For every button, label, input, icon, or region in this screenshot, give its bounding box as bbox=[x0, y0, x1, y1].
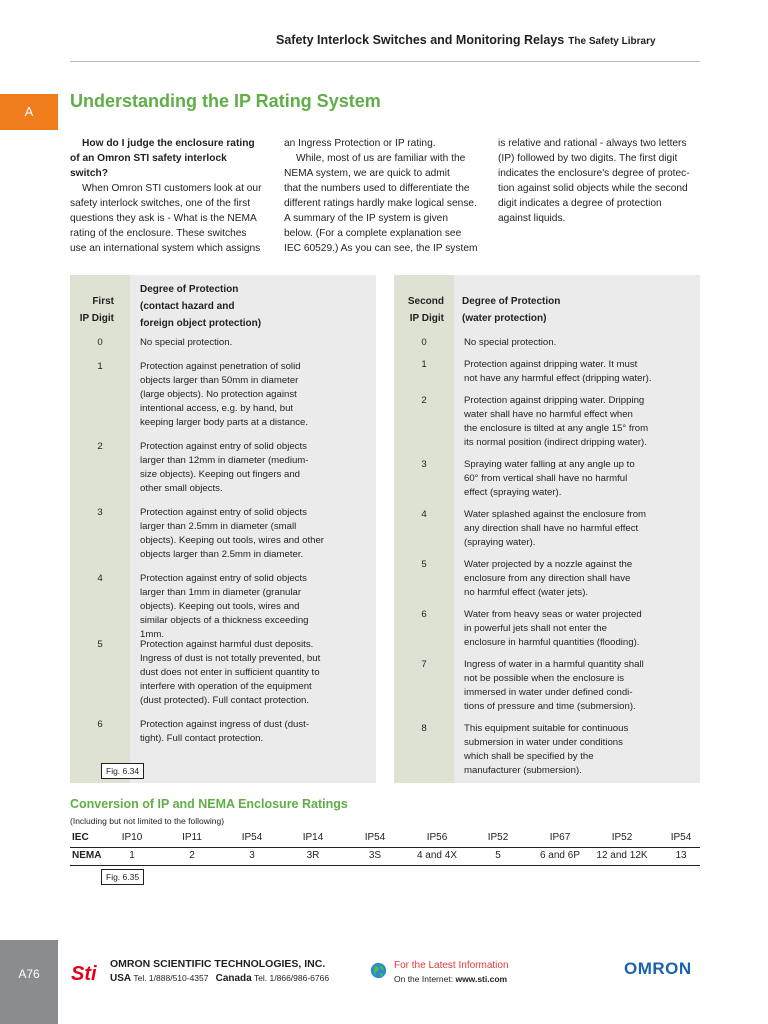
internet-prefix: On the Internet: bbox=[394, 974, 454, 984]
usa-tel: Tel. 1/888/510-4357 bbox=[133, 973, 209, 983]
conversion-bottom-rule bbox=[70, 865, 700, 866]
company-name: OMRON SCIENTIFIC TECHNOLOGIES, INC. bbox=[110, 958, 326, 970]
header-title: Safety Interlock Switches and Monitoring Relays bbox=[276, 33, 565, 47]
ip-digit: 3 bbox=[97, 507, 103, 518]
description-line: Water projected by a nozzle against the bbox=[464, 559, 633, 570]
intro-line: is relative and rational - always two letters bbox=[498, 138, 687, 149]
intro-line: against liquids. bbox=[498, 213, 566, 224]
sti-logo bbox=[70, 961, 102, 983]
second-protection-header bbox=[462, 293, 560, 327]
header-divider bbox=[70, 61, 700, 62]
conversion-cell: IP56 bbox=[426, 832, 448, 843]
protection-description bbox=[464, 336, 664, 350]
iec-row bbox=[70, 832, 700, 847]
second-digit-header bbox=[394, 293, 444, 327]
conversion-cell: IP67 bbox=[549, 832, 571, 843]
protection-description bbox=[140, 506, 328, 562]
conversion-subtitle: (Including but not limited to the following) bbox=[70, 816, 225, 826]
description-line: tight). Full contact protection. bbox=[140, 733, 264, 744]
conversion-cell: 3S bbox=[368, 850, 382, 861]
conversion-cell: 5 bbox=[495, 850, 501, 861]
conversion-cell: 3 bbox=[249, 850, 255, 861]
intro-line: A summary of the IP system is given bbox=[284, 213, 449, 224]
description-line: Protection against entry of solid objects bbox=[140, 573, 307, 584]
intro-line: (IP) followed by two digits. The first digit bbox=[498, 153, 678, 164]
first-digit-table bbox=[70, 275, 376, 783]
conversion-cell: 1 bbox=[129, 850, 135, 861]
intro-line: indicates the enclosure's degree of protec- bbox=[498, 168, 690, 179]
internet-line bbox=[394, 974, 507, 984]
nema-label: NEMA bbox=[72, 850, 102, 861]
description-line: objects). Keeping out tools, wires and bbox=[140, 601, 300, 612]
description-line: dust does not enter in sufficient quantity to bbox=[140, 667, 320, 678]
header-line: Degree of Protection bbox=[462, 296, 561, 307]
header-line: Degree of Protection bbox=[140, 284, 239, 295]
second-digit-table bbox=[394, 275, 700, 783]
intro-line: tion against solid objects while the second bbox=[498, 183, 688, 194]
protection-description bbox=[464, 394, 664, 450]
header-line: IP Digit bbox=[409, 313, 444, 324]
description-line: Ingress of water in a harmful quantity shall bbox=[464, 659, 644, 670]
contact-line bbox=[110, 973, 329, 984]
canada-tel: Tel. 1/866/986-6766 bbox=[253, 973, 330, 983]
description-line: (spraying water). bbox=[464, 537, 536, 548]
figure-label-635: Fig. 6.35 bbox=[101, 869, 144, 885]
protection-description bbox=[140, 336, 328, 350]
conversion-cell: 4 and 4X bbox=[416, 850, 458, 861]
globe-icon bbox=[370, 962, 387, 979]
conversion-cell: 6 and 6P bbox=[539, 850, 581, 861]
description-line: the enclosure is tilted at any angle 15° from bbox=[464, 423, 649, 434]
description-line: larger than 2.5mm in diameter (small bbox=[140, 521, 297, 532]
description-line: 60° from vertical shall have no harmful bbox=[464, 473, 628, 484]
description-line: Spraying water falling at any angle up to bbox=[464, 459, 635, 470]
header-line: (contact hazard and bbox=[140, 301, 235, 312]
conversion-cell: 3R bbox=[306, 850, 320, 861]
nema-row bbox=[70, 850, 700, 865]
description-line: submersion in water under conditions bbox=[464, 737, 623, 748]
intro-line: of an Omron STI safety interlock bbox=[70, 153, 227, 164]
intro-column-3 bbox=[498, 136, 698, 226]
figure-label-634: Fig. 6.34 bbox=[101, 763, 144, 779]
ip-digit: 0 bbox=[97, 337, 103, 348]
description-line: No special protection. bbox=[464, 337, 557, 348]
description-line: objects larger than 50mm in diameter bbox=[140, 375, 299, 386]
ip-digit: 0 bbox=[421, 337, 427, 348]
description-line: keeping larger body parts at a distance. bbox=[140, 417, 308, 428]
description-line: This equipment suitable for continuous bbox=[464, 723, 629, 734]
first-protection-header bbox=[140, 281, 261, 332]
description-line: (large objects). No protection against bbox=[140, 389, 297, 400]
intro-line: safety interlock switches, one of the first bbox=[70, 198, 251, 209]
ip-digit: 2 bbox=[421, 395, 427, 406]
protection-description bbox=[140, 360, 328, 430]
description-line: enclosure from any direction shall have bbox=[464, 573, 631, 584]
ip-digit: 1 bbox=[97, 361, 103, 372]
protection-description bbox=[140, 638, 328, 708]
intro-line: use an international system which assigns bbox=[70, 243, 261, 254]
conversion-cell: IP11 bbox=[182, 832, 202, 843]
header-line: foreign object protection) bbox=[140, 318, 262, 329]
protection-description bbox=[464, 722, 664, 778]
ip-digit: 6 bbox=[421, 609, 427, 620]
description-line: effect (spraying water). bbox=[464, 487, 562, 498]
latest-info: For the Latest Information bbox=[394, 960, 509, 971]
description-line: Water splashed against the enclosure from bbox=[464, 509, 647, 520]
description-line: no harmful effect (water jets). bbox=[464, 587, 589, 598]
ip-digit: 3 bbox=[421, 459, 427, 470]
description-line: manufacturer (submersion). bbox=[464, 765, 582, 776]
header-library: The Safety Library bbox=[568, 36, 656, 47]
conversion-cell: IP54 bbox=[241, 832, 263, 843]
intro-column-2 bbox=[284, 136, 484, 256]
description-line: Protection against harmful dust deposits. bbox=[140, 639, 314, 650]
canada-label: Canada bbox=[215, 973, 252, 984]
description-line: No special protection. bbox=[140, 337, 233, 348]
description-line: not have any harmful effect (dripping water). bbox=[464, 373, 652, 384]
section-tab: A bbox=[0, 94, 58, 130]
header-line: (water protection) bbox=[462, 313, 547, 324]
conversion-title: Conversion of IP and NEMA Enclosure Ratings bbox=[70, 797, 348, 811]
description-line: other small objects. bbox=[140, 483, 223, 494]
intro-line: questions they ask is - What is the NEMA bbox=[70, 213, 257, 224]
conversion-cell: IP10 bbox=[121, 832, 143, 843]
description-line: Protection against penetration of solid bbox=[140, 361, 301, 372]
ip-digit: 5 bbox=[97, 639, 103, 650]
description-line: Water from heavy seas or water projected bbox=[464, 609, 642, 620]
description-line: tions of pressure and time (submersion). bbox=[464, 701, 636, 712]
running-header bbox=[276, 33, 706, 47]
description-line: which shall be specified by the bbox=[464, 751, 594, 762]
omron-logo: OMRON bbox=[624, 959, 692, 978]
intro-line: switch? bbox=[70, 168, 108, 179]
description-line: size objects). Keeping out fingers and bbox=[140, 469, 300, 480]
protection-description bbox=[464, 508, 664, 550]
description-line: Protection against dripping water. It must bbox=[464, 359, 638, 370]
description-line: its normal position (indirect dripping water). bbox=[464, 437, 647, 448]
intro-line: digit indicates a degree of protection bbox=[498, 198, 662, 209]
description-line: Protection against ingress of dust (dust- bbox=[140, 719, 310, 730]
ip-digit: 1 bbox=[421, 359, 427, 370]
description-line: objects larger than 2.5mm in diameter. bbox=[140, 549, 304, 560]
sti-logo-text: Sti bbox=[71, 963, 97, 983]
intro-line: rating of the enclosure. These switches bbox=[70, 228, 247, 239]
protection-description bbox=[464, 458, 664, 500]
ip-digit: 5 bbox=[421, 559, 427, 570]
ip-digit: 6 bbox=[97, 719, 103, 730]
description-line: objects). Keeping out tools, wires and other bbox=[140, 535, 324, 546]
header-line: IP Digit bbox=[79, 313, 114, 324]
intro-line: When Omron STI customers look at our bbox=[82, 183, 262, 194]
header-line: First bbox=[92, 296, 114, 307]
conversion-cell: IP52 bbox=[487, 832, 509, 843]
intro-line: NEMA system, we are quick to admit bbox=[284, 168, 450, 179]
digit-band bbox=[70, 275, 130, 783]
protection-description bbox=[464, 658, 664, 714]
intro-line: IEC 60529.) As you can see, the IP system bbox=[284, 243, 478, 254]
conversion-cell: IP54 bbox=[364, 832, 386, 843]
intro-line: below. (For a complete explanation see bbox=[284, 228, 462, 239]
description-line: Protection against entry of solid objects bbox=[140, 507, 307, 518]
intro-column-1 bbox=[70, 136, 270, 256]
description-line: intentional access, e.g. by hand, but bbox=[140, 403, 294, 414]
ip-digit: 7 bbox=[421, 659, 427, 670]
protection-description bbox=[140, 572, 328, 642]
description-line: immersed in water under defined condi- bbox=[464, 687, 633, 698]
description-line: water shall have no harmful effect when bbox=[464, 409, 633, 420]
conversion-cell: IP52 bbox=[611, 832, 633, 843]
conversion-cell: 12 and 12K bbox=[596, 850, 648, 861]
protection-description bbox=[140, 440, 328, 496]
description-line: enclosure in harmful quantities (flooding). bbox=[464, 637, 640, 648]
description-line: any direction shall have no harmful effect bbox=[464, 523, 639, 534]
description-line: interfere with operation of the equipment bbox=[140, 681, 312, 692]
description-line: (dust protected). Full contact protection. bbox=[140, 695, 310, 706]
ip-digit: 4 bbox=[421, 509, 427, 520]
description-line: Ingress of dust is not totally prevented, but bbox=[140, 653, 321, 664]
conversion-cell: IP14 bbox=[302, 832, 324, 843]
website-link[interactable]: www.sti.com bbox=[455, 974, 508, 984]
intro-line: While, most of us are familiar with the bbox=[296, 153, 466, 164]
intro-line: How do I judge the enclosure rating bbox=[82, 138, 255, 149]
protection-description bbox=[140, 718, 328, 746]
description-line: Protection against dripping water. Dripping bbox=[464, 395, 645, 406]
first-digit-header bbox=[70, 293, 114, 327]
protection-description bbox=[464, 558, 664, 600]
header-line: Second bbox=[407, 296, 444, 307]
usa-label: USA bbox=[110, 973, 132, 984]
digit-band bbox=[394, 275, 454, 783]
description-line: larger than 1mm in diameter (granular bbox=[140, 587, 302, 598]
description-line: larger than 12mm in diameter (medium- bbox=[140, 455, 309, 466]
protection-description bbox=[464, 608, 664, 650]
description-line: not be possible when the enclosure is bbox=[464, 673, 624, 684]
description-line: in powerful jets shall not enter the bbox=[464, 623, 607, 634]
footer-band bbox=[0, 940, 58, 1024]
ip-digit: 4 bbox=[97, 573, 103, 584]
protection-description bbox=[464, 358, 664, 386]
conversion-cell: 13 bbox=[675, 850, 687, 861]
description-line: Protection against entry of solid objects bbox=[140, 441, 307, 452]
conversion-cell: 2 bbox=[189, 850, 195, 861]
conversion-divider bbox=[70, 847, 700, 848]
conversion-cell: IP54 bbox=[670, 832, 692, 843]
intro-line: an Ingress Protection or IP rating. bbox=[284, 138, 436, 149]
ip-digit: 8 bbox=[421, 723, 427, 734]
intro-line: different ratings hardly make logical sense. bbox=[284, 198, 477, 209]
ip-digit: 2 bbox=[97, 441, 103, 452]
description-line: similar objects of a thickness exceeding 1mm. bbox=[140, 615, 309, 640]
page-title: Understanding the IP Rating System bbox=[70, 91, 381, 111]
iec-label: IEC bbox=[72, 832, 89, 843]
page-number: A76 bbox=[18, 967, 40, 981]
intro-line: that the numbers used to differentiate the bbox=[284, 183, 470, 194]
